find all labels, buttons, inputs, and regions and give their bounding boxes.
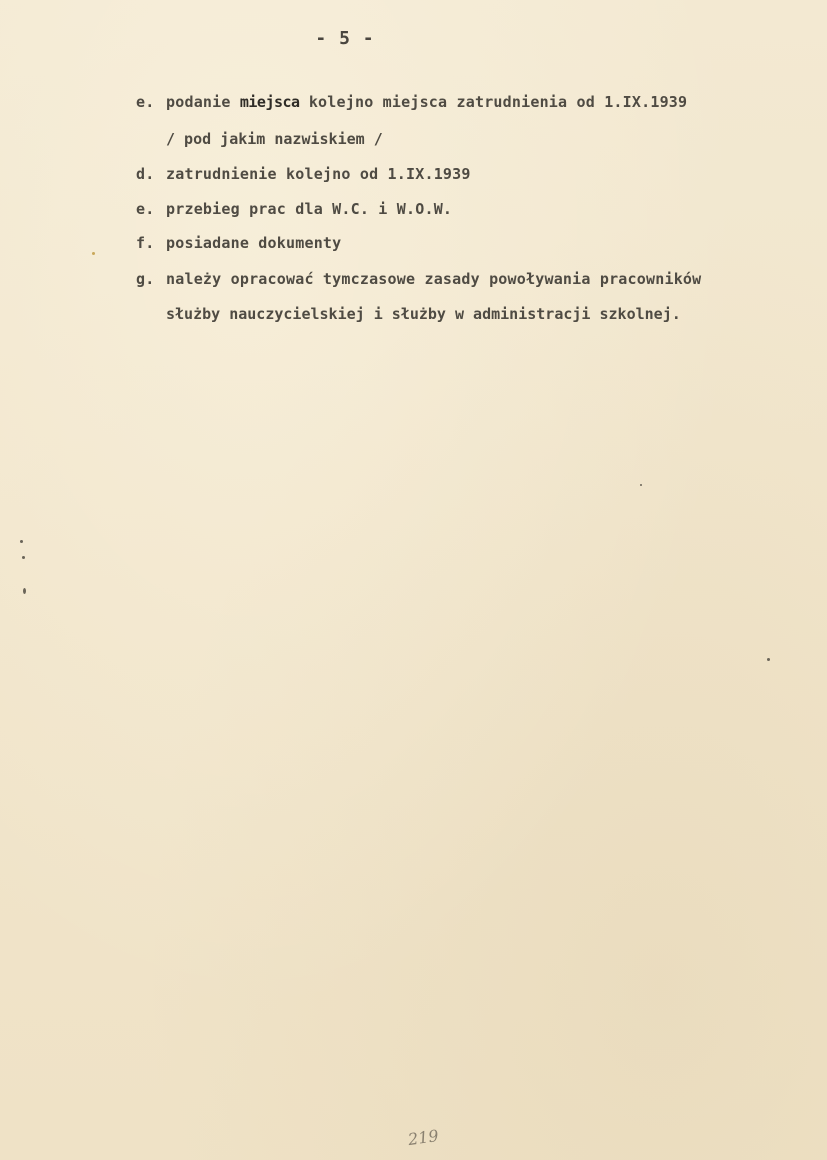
item-text: kolejno miejsca zatrudnienia od 1.IX.1939 <box>308 93 688 111</box>
list-item <box>136 234 341 252</box>
item-continuation: / pod jakim nazwiskiem / <box>166 130 383 148</box>
paper-speck <box>23 588 26 594</box>
item-continuation: służby nauczycielskiej i służby w administracji szkolnej. <box>166 305 681 323</box>
paper-speck <box>20 540 23 543</box>
item-text: posiadane dokumenty <box>166 234 342 252</box>
list-marker: f. <box>136 234 155 252</box>
struck-word: miejsca <box>239 93 300 111</box>
item-text: zatrudnienie kolejno od 1.IX.1939 <box>166 165 471 183</box>
item-text: przebieg prac dla W.C. i W.O.W. <box>166 200 453 218</box>
list-marker: e. <box>136 93 155 111</box>
list-item <box>136 200 452 218</box>
archive-number: 219 <box>406 1125 440 1150</box>
item-text: podanie <box>166 93 231 111</box>
paper-speck <box>22 556 25 559</box>
list-item <box>136 270 701 288</box>
list-item <box>136 165 471 183</box>
paper-speck <box>640 484 642 486</box>
item-text: należy opracować tymczasowe zasady powoływania pracowników <box>166 270 702 288</box>
paper-speck <box>767 658 770 661</box>
list-item <box>136 93 687 111</box>
list-marker: g. <box>136 270 155 288</box>
paper-speck <box>92 252 95 255</box>
page-number: - 5 - <box>315 28 375 49</box>
list-marker: d. <box>136 165 155 183</box>
list-marker: e. <box>136 200 155 218</box>
